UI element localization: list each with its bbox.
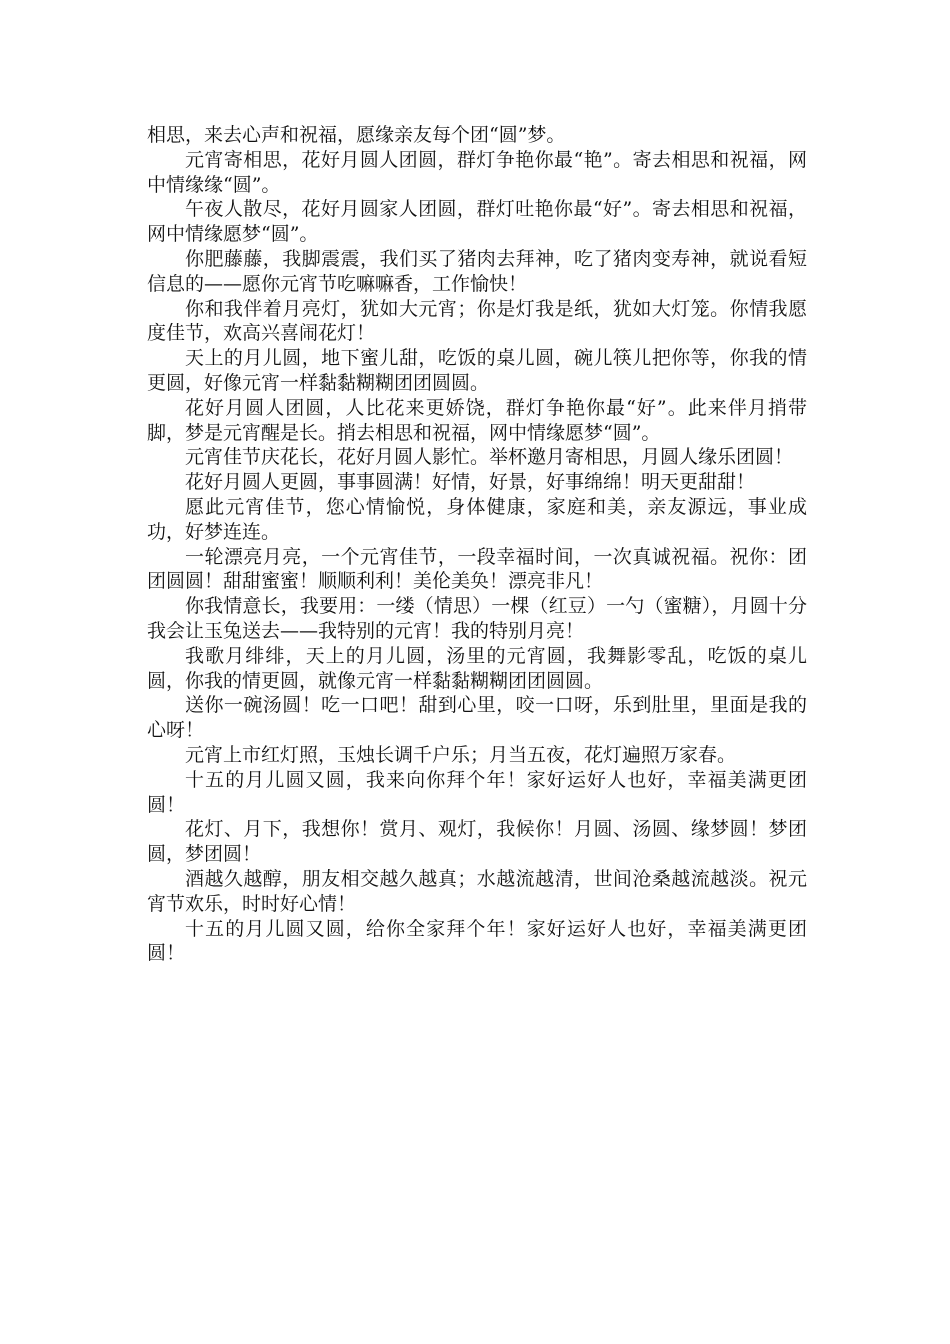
paragraph: 你我情意长，我要用：一缕（情思）一棵（红豆）一勺（蜜糖），月圆十分我会让玉兔送去——我特别的元宵！我的特别月亮！	[147, 595, 807, 642]
paragraph: 花好月圆人更圆，事事圆满！好情，好景，好事绵绵！明天更甜甜！	[185, 471, 756, 494]
paragraph: 元宵上市红灯照，玉烛长调千户乐；月当五夜，花灯遍照万家春。	[185, 743, 737, 766]
paragraph: 相思，来去心声和祝福，愿缘亲友每个团“圆”梦。	[147, 124, 566, 146]
paragraph: 你肥藤藤，我脚震震，我们买了猪肉去拜神，吃了猪肉变寿神，就说看短信息的——愿你元宵节吃嘛嘛香，工作愉快！	[147, 247, 807, 295]
paragraph: 送你一碗汤圆！吃一口吧！甜到心里，咬一口呀，乐到肚里，里面是我的心呀！	[147, 694, 807, 742]
paragraph: 午夜人散尽，花好月圆家人团圆，群灯吐艳你最“好”。寄去相思和祝福，网中情缘愿梦“圆”。	[147, 198, 807, 246]
paragraph: 酒越久越醇，朋友相交越久越真；水越流越清，世间沧桑越流越淡。祝元宵节欢乐，时时好心情！	[147, 867, 807, 915]
paragraph: 十五的月儿圆又圆，我来向你拜个年！家好运好人也好，幸福美满更团圆！	[147, 768, 807, 816]
document-body	[147, 123, 807, 966]
paragraph: 天上的月儿圆，地下蜜儿甜，吃饭的桌儿圆，碗儿筷儿把你等，你我的情更圆，好像元宵一样黏黏糊糊团团圆圆。	[147, 347, 807, 394]
paragraph: 我歌月绯绯，天上的月儿圆，汤里的元宵圆，我舞影零乱，吃饭的桌儿圆，你我的情更圆，就像元宵一样黏黏糊糊团团圆圆。	[147, 644, 807, 692]
paragraph: 元宵佳节庆花长，花好月圆人影忙。举杯邀月寄相思，月圆人缘乐团圆！	[185, 446, 794, 469]
paragraph: 元宵寄相思，花好月圆人团圆，群灯争艳你最“艳”。寄去相思和祝福，网中情缘缘“圆”。	[147, 148, 807, 196]
paragraph: 你和我伴着月亮灯，犹如大元宵；你是灯我是纸，犹如大灯笼。你情我愿度佳节，欢高兴喜闹花灯！	[147, 297, 807, 345]
paragraph: 花灯、月下，我想你！赏月、观灯，我候你！月圆、汤圆、缘梦圆！梦团圆，梦团圆！	[147, 818, 807, 866]
paragraph: 十五的月儿圆又圆，给你全家拜个年！家好运好人也好，幸福美满更团圆！	[147, 917, 807, 965]
paragraph: 一轮漂亮月亮，一个元宵佳节，一段幸福时间，一次真诚祝福。祝你：团团圆圆！甜甜蜜蜜！顺顺利利！美伦美奂！漂亮非凡！	[147, 545, 807, 593]
paragraph: 愿此元宵佳节，您心情愉悦，身体健康，家庭和美，亲友源远，事业成功，好梦连连。	[147, 495, 807, 543]
paragraph: 花好月圆人团圆，人比花来更娇饶，群灯争艳你最“好”。此来伴月捎带脚，梦是元宵醒是长。捎去相思和祝福，网中情缘愿梦“圆”。	[147, 396, 807, 444]
